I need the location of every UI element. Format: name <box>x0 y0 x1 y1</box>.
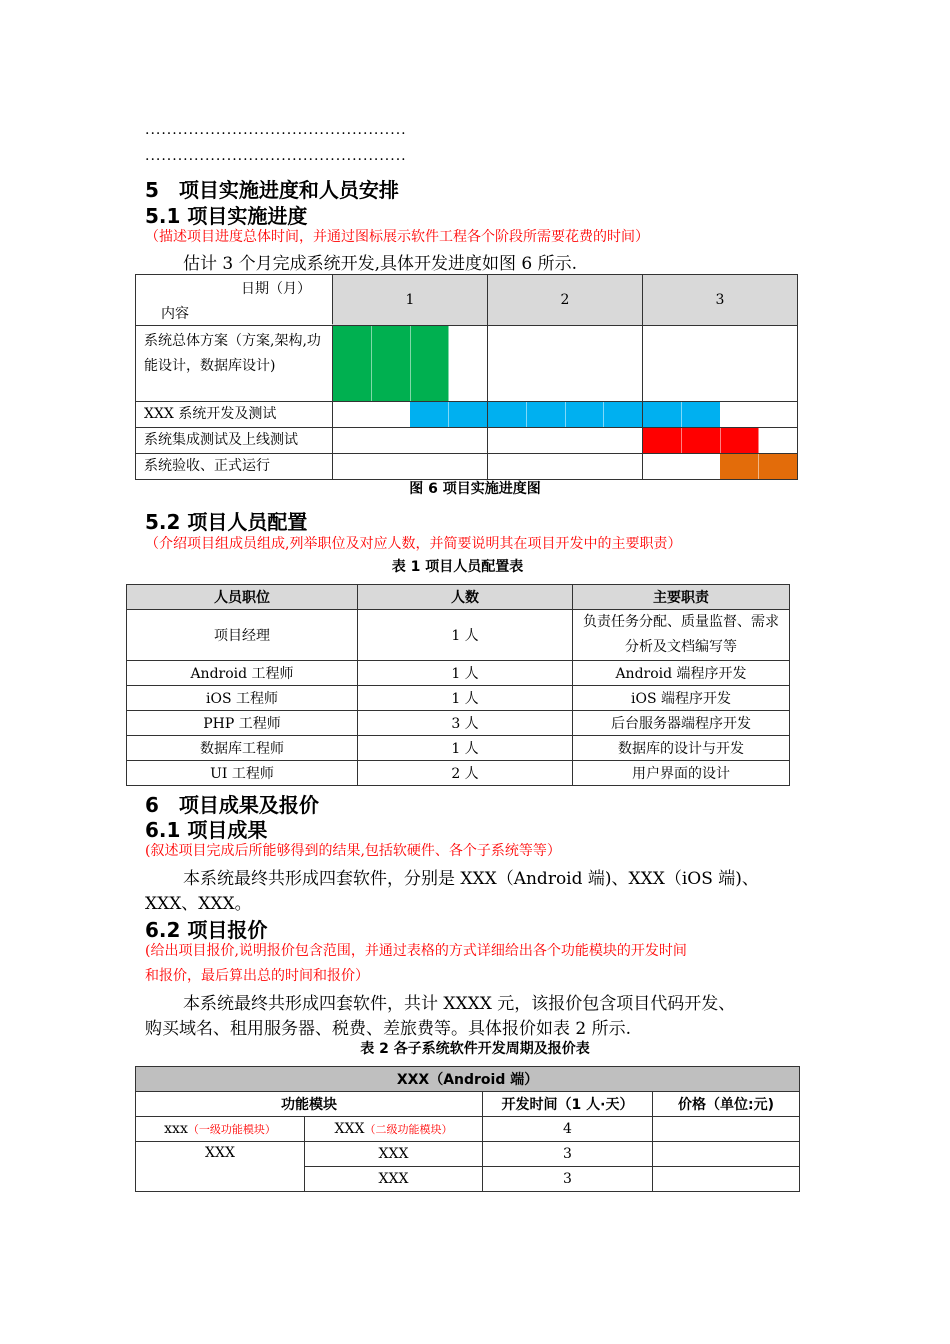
staff-position-cell: UI 工程师 <box>127 761 358 786</box>
gantt-chart-table <box>135 274 798 480</box>
gantt-bar-cell <box>449 326 488 402</box>
gantt-bar-cell <box>410 428 449 454</box>
table-row <box>127 610 790 661</box>
gantt-bar-cell <box>488 402 527 428</box>
gantt-bar-cell <box>371 402 410 428</box>
staff-position-cell: Android 工程师 <box>127 661 358 686</box>
staff-count-cell: 1 人 <box>358 686 573 711</box>
gantt-bar-cell <box>410 402 449 428</box>
staff-count-cell: 2 人 <box>358 761 573 786</box>
table-row <box>127 761 790 786</box>
section-5-2-heading: 5.2 项目人员配置 <box>145 510 308 534</box>
dot-leader: ................................................ <box>145 122 407 138</box>
module-l2-name: XXX <box>334 1121 365 1137</box>
price-table <box>135 1066 800 1192</box>
gantt-bar-cell <box>643 402 682 428</box>
gantt-row <box>136 402 798 428</box>
staff-position-cell: PHP 工程师 <box>127 711 358 736</box>
price-module-l2-cell <box>305 1117 483 1142</box>
gantt-bar-cell <box>371 428 410 454</box>
staff-position-cell: 项目经理 <box>127 610 358 661</box>
price-table-caption: 表 2 各子系统软件开发周期及报价表 <box>360 1041 590 1057</box>
gantt-bar-cell <box>565 326 604 402</box>
gantt-task-name: 系统集成测试及上线测试 <box>136 428 333 454</box>
price-header-cell: 功能模块 <box>136 1092 483 1117</box>
gantt-bar-cell <box>759 454 798 480</box>
price-days-cell: 3 <box>483 1167 653 1192</box>
staff-header-cell: 人员职位 <box>127 585 358 610</box>
gantt-row <box>136 454 798 480</box>
table-row <box>136 1117 800 1142</box>
gantt-row <box>136 326 798 402</box>
gantt-bar-cell <box>565 428 604 454</box>
gantt-bar-cell <box>526 454 565 480</box>
price-value-cell <box>653 1117 800 1142</box>
dot-leader: ................................................ <box>145 148 407 164</box>
gantt-row <box>136 428 798 454</box>
price-header-cell: 价格（单位:元) <box>653 1092 800 1117</box>
section-6-2-body: 购买域名、租用服务器、税费、差旅费等。具体报价如表 2 所示. <box>145 1019 632 1039</box>
price-module-group-cell: XXX <box>136 1142 305 1192</box>
gantt-bar-cell <box>449 402 488 428</box>
staff-position-cell: 数据库工程师 <box>127 736 358 761</box>
staff-header-row <box>127 585 790 610</box>
gantt-bar-cell <box>488 326 527 402</box>
section-6-2-note: (给出项目报价,说明报价包含范围，并通过表格的方式详细给出各个功能模块的开发时间 <box>145 943 687 959</box>
section-6-1-note: (叙述项目完成后所能够得到的结果,包括软硬件、各个子系统等等） <box>145 843 561 859</box>
staff-table <box>126 584 790 786</box>
gantt-bar-cell <box>371 454 410 480</box>
table-row <box>127 686 790 711</box>
gantt-month-header: 2 <box>488 275 643 326</box>
price-header-cell: 开发时间（1 人·天） <box>483 1092 653 1117</box>
price-module-l2-cell: XXX <box>305 1167 483 1192</box>
table-row <box>127 736 790 761</box>
gantt-bar-cell <box>759 402 798 428</box>
gantt-bar-cell <box>526 402 565 428</box>
gantt-bar-cell <box>604 428 643 454</box>
gantt-bar-cell <box>720 326 759 402</box>
section-6-2-note: 和报价，最后算出总的时间和报价） <box>145 968 369 984</box>
staff-duty-cell: 后台服务器端程序开发 <box>573 711 790 736</box>
section-6-2-body: 本系统最终共形成四套软件，共计 XXXX 元，该报价包含项目代码开发、 <box>183 994 736 1014</box>
section-5-2-note: （介绍项目组成员组成,列举职位及对应人数，并简要说明其在项目开发中的主要职责） <box>145 536 682 552</box>
price-days-cell: 4 <box>483 1117 653 1142</box>
gantt-bar-cell <box>488 454 527 480</box>
gantt-bar-cell <box>565 454 604 480</box>
section-5-1-heading: 5.1 项目实施进度 <box>145 204 308 228</box>
table-row <box>136 1142 800 1167</box>
module-l2-note: （二级功能模块） <box>364 1123 453 1136</box>
staff-count-cell: 1 人 <box>358 661 573 686</box>
section-6-2-heading: 6.2 项目报价 <box>145 918 268 942</box>
gantt-bar-cell <box>720 454 759 480</box>
module-l1-note: （一级功能模块） <box>187 1123 276 1136</box>
gantt-bar-cell <box>720 402 759 428</box>
gantt-bar-cell <box>759 326 798 402</box>
price-header-row <box>136 1092 800 1117</box>
price-value-cell <box>653 1142 800 1167</box>
section-6-1-body: XXX、XXX。 <box>145 894 252 914</box>
staff-count-cell: 1 人 <box>358 610 573 661</box>
gantt-bar-cell <box>643 326 682 402</box>
staff-duty-cell: 用户界面的设计 <box>573 761 790 786</box>
staff-position-cell: iOS 工程师 <box>127 686 358 711</box>
section-6-heading: 6 项目成果及报价 <box>145 793 319 817</box>
gantt-bar-cell <box>333 402 372 428</box>
gantt-bar-cell <box>681 428 720 454</box>
staff-duty-cell: iOS 端程序开发 <box>573 686 790 711</box>
section-6-1-body: 本系统最终共形成四套软件，分别是 XXX（Android 端)、XXX（iOS 端)、 <box>183 869 759 889</box>
gantt-bar-cell <box>565 402 604 428</box>
staff-duty-cell: 负责任务分配、质量监督、需求分析及文档编写等 <box>573 610 790 661</box>
gantt-bar-cell <box>371 326 410 402</box>
gantt-task-name: 系统验收、正式运行 <box>136 454 333 480</box>
gantt-caption: 图 6 项目实施进度图 <box>409 481 541 497</box>
table-row <box>127 661 790 686</box>
section-5-1-body: 估计 3 个月完成系统开发,具体开发进度如图 6 所示. <box>183 254 578 274</box>
section-5-1-note: （描述项目进度总体时间，并通过图标展示软件工程各个阶段所需要花费的时间） <box>145 229 649 245</box>
gantt-bar-cell <box>526 326 565 402</box>
gantt-bar-cell <box>681 454 720 480</box>
section-6-1-heading: 6.1 项目成果 <box>145 818 268 842</box>
table-row <box>127 711 790 736</box>
gantt-bar-cell <box>681 326 720 402</box>
gantt-bar-cell <box>720 428 759 454</box>
price-title-row <box>136 1067 800 1092</box>
staff-duty-cell: Android 端程序开发 <box>573 661 790 686</box>
price-module-l2-cell: XXX <box>305 1142 483 1167</box>
module-l1-name: xxx <box>164 1121 188 1137</box>
gantt-bar-cell <box>604 326 643 402</box>
section-5-heading: 5 项目实施进度和人员安排 <box>145 178 399 202</box>
gantt-bar-cell <box>759 428 798 454</box>
staff-header-cell: 人数 <box>358 585 573 610</box>
price-value-cell <box>653 1167 800 1192</box>
staff-count-cell: 3 人 <box>358 711 573 736</box>
staff-table-caption: 表 1 项目人员配置表 <box>391 559 524 575</box>
gantt-task-name: XXX 系统开发及测试 <box>136 402 333 428</box>
gantt-bar-cell <box>410 326 449 402</box>
gantt-bar-cell <box>333 326 372 402</box>
gantt-month-header: 3 <box>643 275 798 326</box>
staff-header-cell: 主要职责 <box>573 585 790 610</box>
gantt-bar-cell <box>643 454 682 480</box>
price-module-l1-cell <box>136 1117 305 1142</box>
staff-duty-cell: 数据库的设计与开发 <box>573 736 790 761</box>
gantt-bar-cell <box>449 454 488 480</box>
gantt-bar-cell <box>333 428 372 454</box>
gantt-bar-cell <box>333 454 372 480</box>
gantt-bar-cell <box>410 454 449 480</box>
gantt-bar-cell <box>604 402 643 428</box>
gantt-bar-cell <box>604 454 643 480</box>
gantt-bar-cell <box>643 428 682 454</box>
gantt-corner-cell <box>136 275 333 326</box>
gantt-bar-cell <box>681 402 720 428</box>
gantt-corner-content-label: 内容 <box>161 306 189 322</box>
price-days-cell: 3 <box>483 1142 653 1167</box>
gantt-month-header: 1 <box>333 275 488 326</box>
price-table-title: XXX（Android 端） <box>136 1067 800 1092</box>
gantt-bar-cell <box>526 428 565 454</box>
gantt-bar-cell <box>488 428 527 454</box>
gantt-corner-date-label: 日期（月） <box>241 281 311 297</box>
gantt-bar-cell <box>449 428 488 454</box>
gantt-task-name: 系统总体方案（方案,架构,功能设计，数据库设计) <box>136 326 333 402</box>
staff-count-cell: 1 人 <box>358 736 573 761</box>
